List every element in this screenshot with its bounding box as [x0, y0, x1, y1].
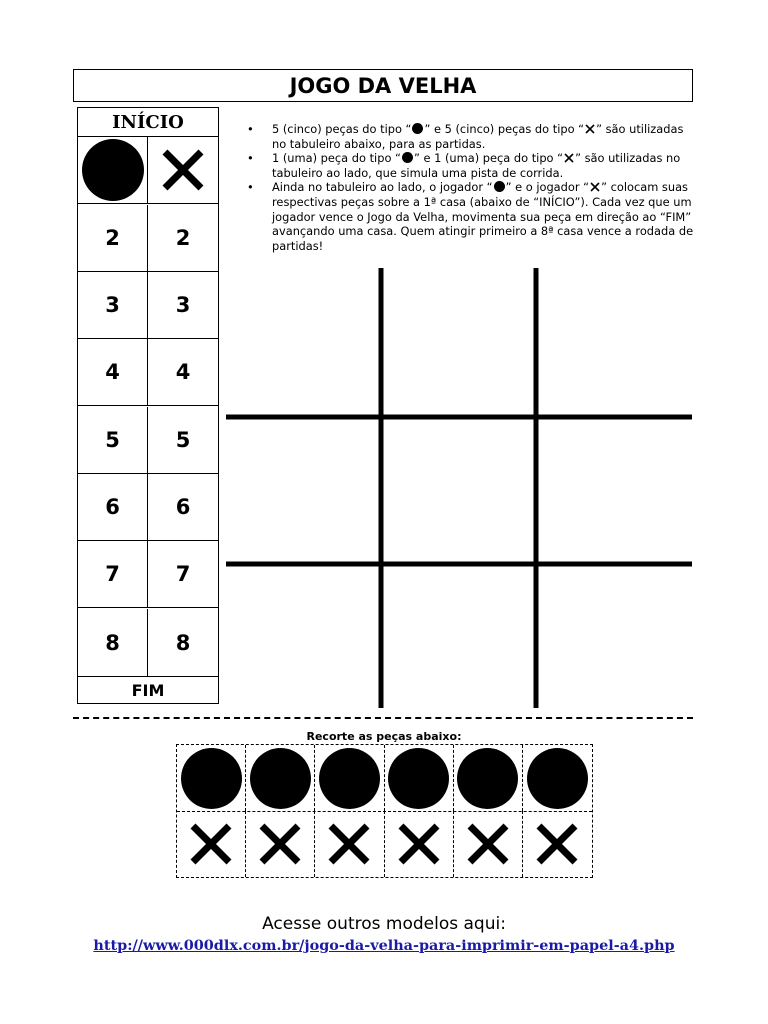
circle-piece-icon [402, 152, 413, 163]
tic-tac-toe-board [226, 268, 692, 708]
track-cell-x: 8 [175, 630, 191, 655]
x-piece-icon [160, 147, 206, 193]
cutout-label: Recorte as peças abaixo: [306, 730, 462, 743]
track-cell-circle-start [78, 137, 148, 203]
track-row [78, 205, 218, 272]
track-cell-circle: 2 [78, 205, 148, 271]
piece-cell [454, 811, 523, 877]
circle-piece-icon [527, 748, 588, 809]
x-piece-icon [590, 182, 600, 192]
circle-pieces-row [177, 745, 592, 812]
x-pieces-row [177, 811, 592, 877]
piece-cell [385, 745, 454, 811]
track-row [78, 272, 218, 339]
track-row [78, 609, 218, 676]
piece-cell [177, 745, 246, 811]
track-cell-x: 3 [175, 293, 191, 317]
track-row-start [78, 137, 218, 204]
cut-line [73, 717, 693, 719]
x-piece-icon [466, 822, 510, 866]
track-start-label: INÍCIO [78, 108, 218, 137]
track-cell-x: 4 [175, 360, 191, 384]
footer-link[interactable]: http://www.000dlx.com.br/jogo-da-velha-para-imprimir-em-papel-a4.php [93, 937, 675, 954]
piece-cell [315, 745, 384, 811]
circle-piece-icon [82, 139, 144, 201]
track-row [78, 339, 218, 406]
page-title [73, 69, 693, 102]
x-piece-icon [327, 822, 371, 866]
track-row [78, 541, 218, 608]
track-cell-x: 7 [175, 562, 191, 586]
x-piece-icon [258, 822, 302, 866]
track-end-label: FIM [78, 676, 218, 703]
piece-cell [523, 745, 592, 811]
instruction-item: • Ainda no tabuleiro ao lado, o jogador “ ” e o jogador “ ” colocam suas respectivas peças sobre a 1ª casa (abaixo de “INÍCIO”). Cada vez que um jogador vence o Jogo da Velha, movimenta sua peça em direção ao “FIM” avançando uma casa. Quem atingir primeiro a 8ª casa vence a rodada de partidas! [247, 180, 697, 253]
piece-cell [177, 811, 246, 877]
x-piece-icon [585, 124, 595, 134]
instruction-item: • 1 (uma) peça do tipo “ ” e 1 (uma) peça do tipo “ ” são utilizadas no tabuleiro ao lado, que simula uma pista de corrida. [247, 151, 697, 180]
cutout-pieces [176, 744, 593, 878]
piece-cell [454, 745, 523, 811]
instruction-item: • 5 (cinco) peças do tipo “ ” e 5 (cinco) peças do tipo “ ” são utilizadas no tabuleiro abaixo, para as partidas. [247, 122, 697, 151]
piece-cell [523, 811, 592, 877]
track-cell-x: 2 [175, 226, 191, 250]
track-cell-circle: 7 [78, 541, 148, 607]
track-cell-x: 6 [175, 495, 191, 519]
footer-text: Acesse outros modelos aqui: [262, 914, 506, 934]
track-cell-circle: 6 [78, 474, 148, 540]
x-piece-icon [189, 822, 233, 866]
circle-piece-icon [181, 748, 242, 809]
piece-cell [246, 811, 315, 877]
track-cell-x: 5 [175, 428, 191, 452]
track-row [78, 474, 218, 541]
track-cell-circle: 3 [78, 272, 148, 338]
circle-piece-icon [494, 181, 505, 192]
x-piece-icon [535, 822, 579, 866]
track-row [78, 407, 218, 474]
race-track-board [77, 107, 219, 704]
track-cell-circle: 5 [78, 407, 148, 473]
track-cell-circle: 4 [78, 339, 148, 405]
piece-cell [385, 811, 454, 877]
circle-piece-icon [388, 748, 449, 809]
circle-piece-icon [250, 748, 311, 809]
track-cell-circle: 8 [78, 609, 148, 676]
piece-cell [246, 745, 315, 811]
circle-piece-icon [457, 748, 518, 809]
instructions-list [247, 122, 697, 253]
x-piece-icon [564, 153, 574, 163]
track-cell-x-start [148, 137, 218, 203]
circle-piece-icon [319, 748, 380, 809]
page-title-text: JOGO DA VELHA [289, 73, 477, 98]
circle-piece-icon [412, 123, 423, 134]
piece-cell [315, 811, 384, 877]
x-piece-icon [397, 822, 441, 866]
